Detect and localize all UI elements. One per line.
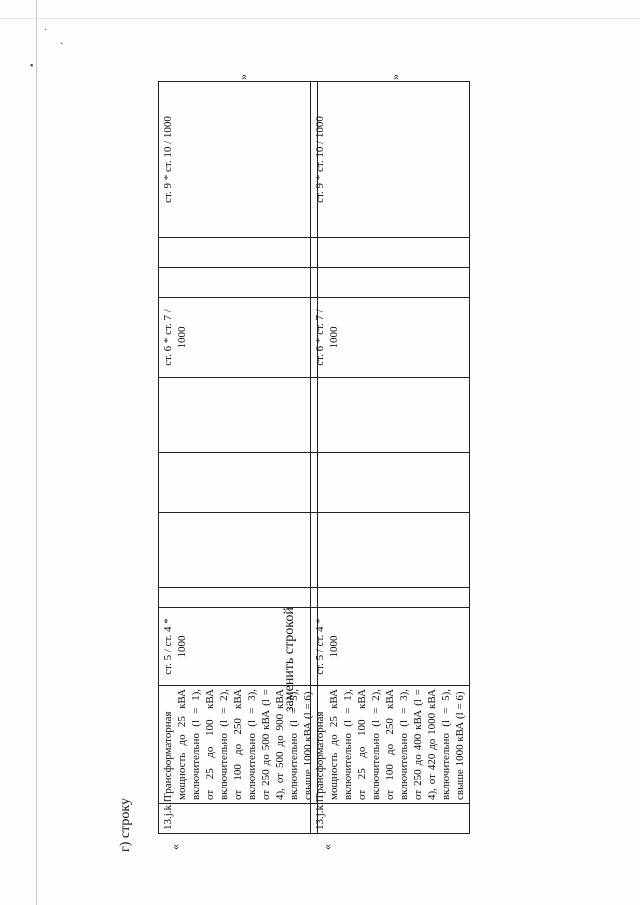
empty-cell — [311, 238, 470, 268]
formula-cell-1: ст. 5 / ст. 4 * 1000 — [311, 608, 470, 686]
empty-cell — [159, 588, 318, 608]
empty-cell — [159, 238, 318, 268]
empty-cell — [311, 378, 470, 453]
row-description-cell: Трансформаторная мощность до 25 кВА включительно (l = 1), от 25 до 100 кВА включительно (l = 2), от 100 до 250 кВА включительно (l = 3), от 250 до 500 кВА (l = 4), от 500 до 900 кВА включительно (l = 5), свыше 1000 кВА (l = 6) — [159, 686, 318, 804]
empty-cell — [311, 513, 470, 588]
table-new-row — [310, 81, 470, 834]
row-code-cell: 13.j.k.l — [311, 804, 470, 834]
scan-speck: · — [60, 39, 64, 50]
empty-cell — [159, 513, 318, 588]
close-quote: » — [388, 74, 402, 80]
scan-speck: · — [44, 25, 48, 36]
empty-cell — [159, 378, 318, 453]
empty-cell — [311, 453, 470, 513]
formula-cell-2: ст. 6 * ст. 7 / 1000 — [311, 298, 470, 378]
formula-cell-1: ст. 5 / ст. 4 * 1000 — [159, 608, 318, 686]
rotated-page-content — [20, 12, 620, 892]
empty-cell — [159, 453, 318, 513]
item-label: г) строку — [118, 797, 133, 852]
empty-cell — [311, 268, 470, 298]
scan-speck: • — [30, 61, 34, 72]
table-old-row — [158, 81, 318, 834]
row-code-cell: 13.j.k.l — [159, 804, 318, 834]
formula-cell-2: ст. 6 * ст. 7 / 1000 — [159, 298, 318, 378]
empty-cell — [159, 268, 318, 298]
formula-cell-3: ст. 9 * ст. 10 / 1000 — [159, 82, 318, 238]
open-quote: « — [168, 844, 182, 850]
formula-cell-3: ст. 9 * ст. 10 / 1000 — [311, 82, 470, 238]
row-description-cell: Трансформаторная мощность до 25 кВА включительно (l = 1), от 25 до 100 кВА включительно (l = 2), от 100 до 250 кВА включительно (l = 3), от 250 до 400 кВА (l = 4), от 420 до 1000 кВА включительно (l = 5), свыше 1000 кВА (l = 6) — [311, 686, 470, 804]
empty-cell — [311, 588, 470, 608]
open-quote: « — [320, 844, 334, 850]
replace-label: заменить строкой — [282, 607, 297, 712]
close-quote: » — [236, 74, 250, 80]
